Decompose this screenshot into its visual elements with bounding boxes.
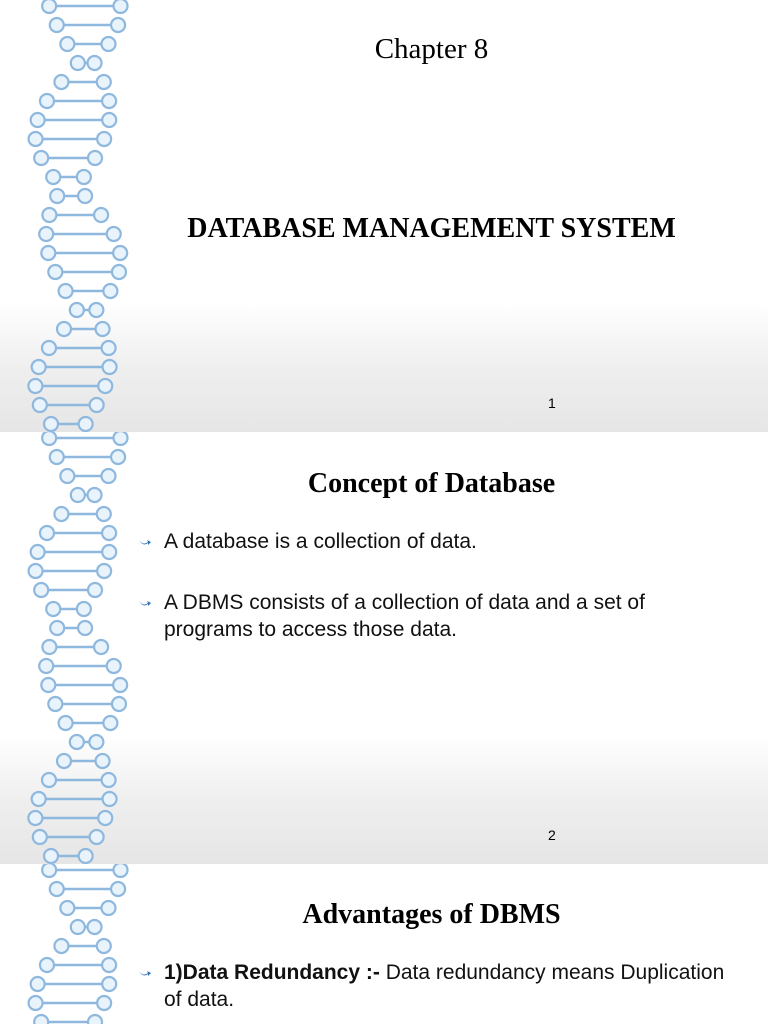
helix-node [41,678,55,692]
helix-node [89,735,103,749]
slide-2 [0,432,768,864]
main-title: DATABASE MANAGEMENT SYSTEM [187,213,676,244]
helix-node [59,716,73,730]
helix-node [29,996,43,1010]
helix-node [42,432,56,445]
helix-node [97,75,111,89]
helix-node [78,189,92,203]
chapter-label: Chapter 8 [374,33,489,65]
helix-node [34,1015,48,1024]
helix-node [54,939,68,953]
helix-node [97,507,111,521]
helix-node [33,830,47,844]
curved-arrow-bullet-icon [138,968,152,978]
bullet-item [138,959,738,1013]
helix-node [103,716,117,730]
helix-node [113,678,127,692]
helix-node [97,564,111,578]
helix-node [103,792,117,806]
helix-node [102,773,116,787]
helix-node [98,379,112,393]
bullet-text: A DBMS consists of a collection of data and a set of programs to access those data. [164,591,645,641]
helix-node [102,94,116,108]
helix-node [33,398,47,412]
arrow-shape [139,540,151,545]
slide-1 [0,0,768,432]
helix-node [42,773,56,787]
helix-node [41,246,55,260]
helix-node [111,882,125,896]
helix-node [31,113,45,127]
page-number: 2 [548,827,556,843]
bullet-text: Data redundancy means Duplication of data. [164,961,725,1011]
helix-node [79,417,93,431]
bullet-item [138,589,738,643]
helix-node [97,996,111,1010]
helix-node [89,303,103,317]
helix-node [98,811,112,825]
helix-node [90,830,104,844]
curved-arrow-bullet-icon [138,537,152,547]
bullet-list [138,528,738,677]
bullet-text: A database is a collection of data. [164,530,477,553]
helix-node [40,958,54,972]
helix-node [42,864,56,877]
helix-node [102,113,116,127]
slide-3 [0,864,768,1024]
helix-node [57,322,71,336]
bullet-item [138,528,738,555]
helix-node [77,170,91,184]
helix-node [79,849,93,863]
helix-node [32,360,46,374]
slide-title: Advantages of DBMS [302,899,561,930]
helix-node [90,398,104,412]
helix-node [102,958,116,972]
helix-node [42,341,56,355]
helix-node [40,94,54,108]
helix-node [88,151,102,165]
helix-node [42,640,56,654]
helix-node [94,640,108,654]
helix-node [31,977,45,991]
helix-node [50,18,64,32]
helix-node [102,526,116,540]
bullet-list [138,959,738,1024]
helix-node [102,341,116,355]
helix-node [28,811,42,825]
helix-node [29,132,43,146]
helix-node [57,754,71,768]
helix-node [44,849,58,863]
helix-node [107,659,121,673]
page-number: 1 [548,395,556,411]
helix-node [111,18,125,32]
helix-node [31,545,45,559]
helix-node [103,360,117,374]
helix-node [44,417,58,431]
helix-node [50,450,64,464]
helix-node [96,322,110,336]
helix-node [34,583,48,597]
helix-node [42,0,56,13]
helix-node [46,602,60,616]
helix-node [77,602,91,616]
dna-helix-icon [0,864,140,1024]
helix-node [34,151,48,165]
helix-node [97,939,111,953]
helix-node [50,189,64,203]
helix-node [112,265,126,279]
helix-node [40,526,54,540]
helix-node [114,864,128,877]
helix-node [114,432,128,445]
helix-node [50,882,64,896]
helix-node [70,303,84,317]
curved-arrow-bullet-icon [138,598,152,608]
helix-node [29,564,43,578]
helix-node [32,792,46,806]
helix-node [102,545,116,559]
helix-node [54,75,68,89]
helix-node [113,246,127,260]
helix-node [88,1015,102,1024]
helix-node [28,379,42,393]
helix-node [48,697,62,711]
arrow-shape [139,601,151,606]
helix-node [88,583,102,597]
helix-node [102,977,116,991]
helix-node [46,170,60,184]
helix-node [103,284,117,298]
helix-node [111,450,125,464]
helix-node [59,284,73,298]
helix-node [114,0,128,13]
bullet-lead: 1)Data Redundancy :- [164,961,380,984]
slide-title: Concept of Database [307,468,556,499]
helix-node [70,735,84,749]
helix-node [39,659,53,673]
helix-node [112,697,126,711]
helix-node [50,621,64,635]
arrow-shape [139,971,151,976]
helix-node [78,621,92,635]
helix-node [48,265,62,279]
helix-node [97,132,111,146]
helix-node [54,507,68,521]
helix-node [96,754,110,768]
